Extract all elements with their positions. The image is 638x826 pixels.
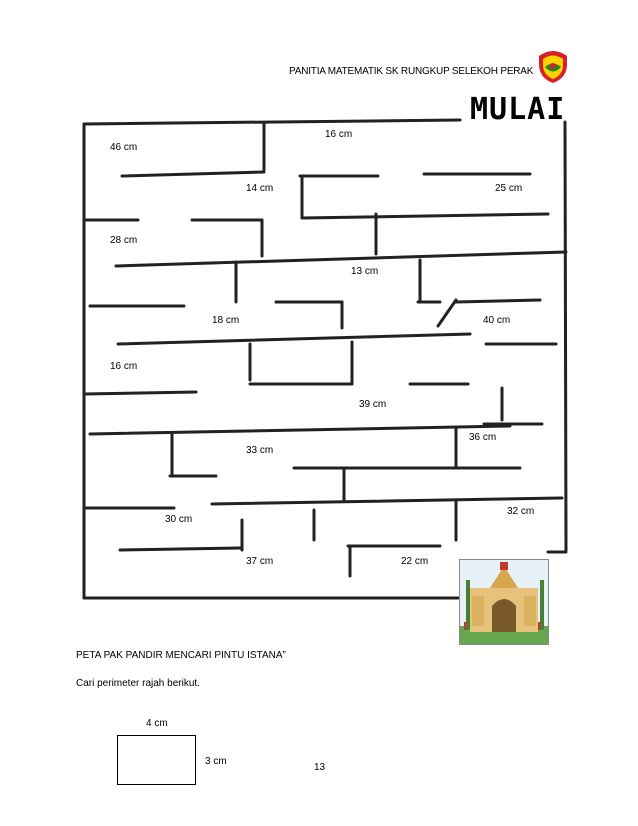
maze-wall	[84, 392, 196, 394]
instruction-text: Cari perimeter rajah berikut.	[76, 678, 200, 689]
maze-label: 40 cm	[483, 315, 511, 326]
maze-label: 13 cm	[351, 266, 379, 277]
maze-label: 18 cm	[212, 315, 240, 326]
maze-wall	[302, 214, 548, 218]
maze-label: 22 cm	[401, 556, 429, 567]
rectangle-height-label: 3 cm	[205, 756, 227, 767]
maze-wall	[90, 426, 510, 434]
maze-wall	[456, 300, 540, 302]
maze-label: 28 cm	[110, 235, 138, 246]
page-number: 13	[314, 762, 326, 773]
maze-caption: PETA PAK PANDIR MENCARI PINTU ISTANA”	[76, 650, 286, 661]
maze-wall	[122, 172, 264, 176]
rectangle-width-label: 4 cm	[146, 718, 168, 729]
palace-gate-icon	[459, 559, 549, 645]
maze-wall	[212, 498, 562, 504]
maze-wall	[118, 334, 470, 344]
maze-label: 46 cm	[110, 142, 138, 153]
maze-wall	[438, 300, 456, 326]
start-label: MULAI	[470, 92, 566, 127]
maze-label: 36 cm	[469, 432, 497, 443]
maze-label: 30 cm	[165, 514, 193, 525]
maze-label: 25 cm	[495, 183, 523, 194]
maze-outer-wall	[84, 120, 460, 124]
maze-wall	[120, 548, 240, 550]
maze-outer-wall	[565, 122, 566, 550]
rectangle-shape	[117, 735, 196, 785]
maze-label: 39 cm	[359, 399, 387, 410]
page-header: PANITIA MATEMATIK SK RUNGKUP SELEKOH PERAK	[289, 66, 534, 77]
maze-wall	[116, 252, 566, 266]
maze-label: 32 cm	[507, 506, 535, 517]
maze-label: 37 cm	[246, 556, 274, 567]
maze-label: 16 cm	[325, 129, 353, 140]
maze-label: 14 cm	[246, 183, 274, 194]
maze-label: 16 cm	[110, 361, 138, 372]
maze-label: 33 cm	[246, 445, 274, 456]
